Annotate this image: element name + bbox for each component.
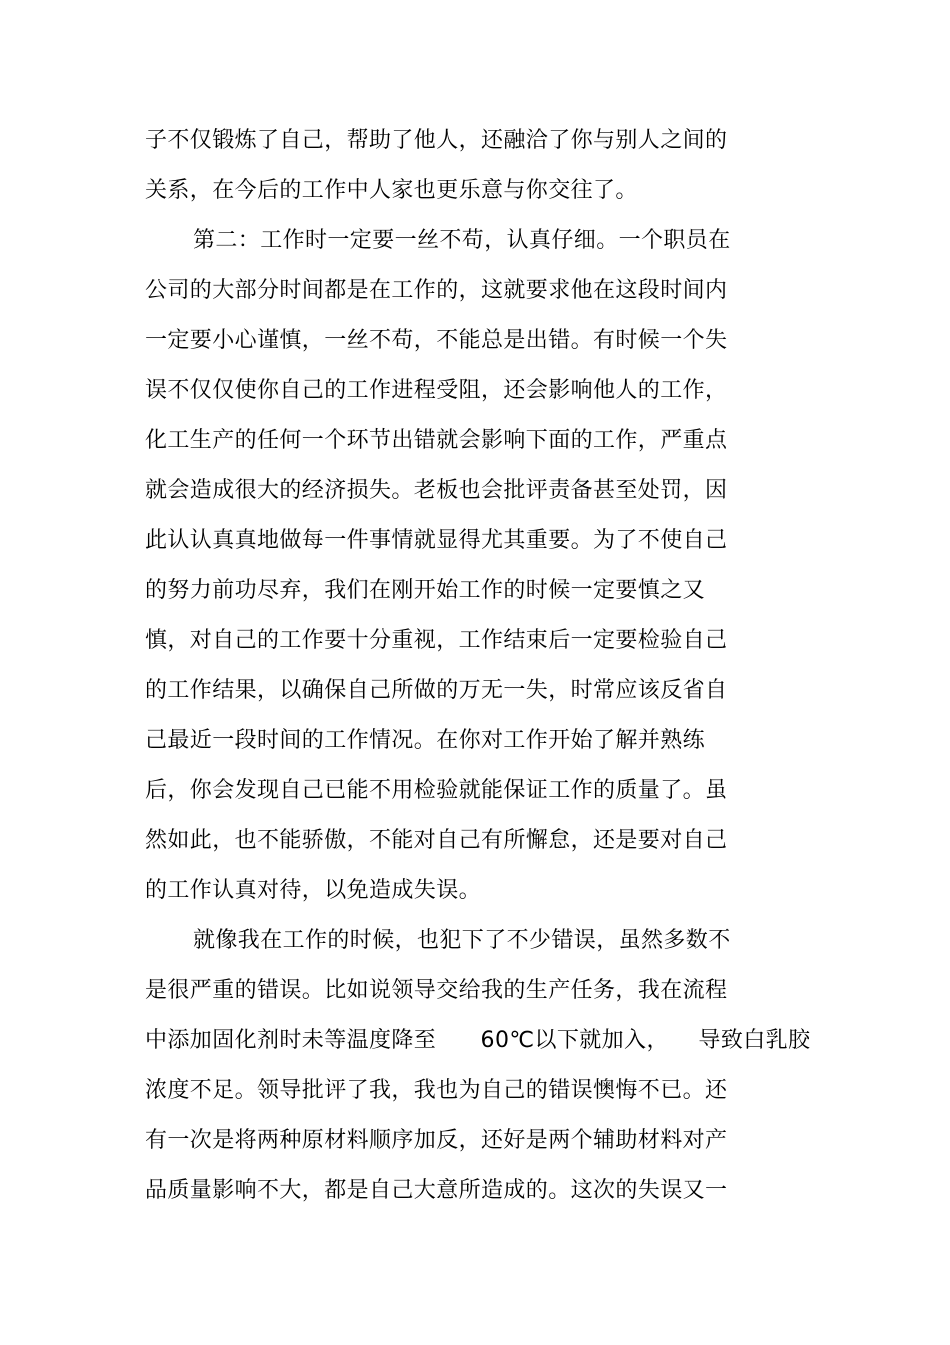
- text-line: 然如此，也不能骄傲，不能对自己有所懈怠，还是要对自己: [145, 828, 728, 853]
- text-line: 关系，在今后的工作中人家也更乐意与你交往了。: [145, 178, 638, 203]
- text-line: 的努力前功尽弃，我们在刚开始工作的时候一定要慎之又: [145, 578, 706, 603]
- text-line: 慎，对自己的工作要十分重视，工作结束后一定要检验自己: [145, 628, 728, 653]
- paragraph-start-line: 就像我在工作的时候，也犯下了不少错误，虽然多数不: [193, 928, 731, 953]
- text-line: 公司的大部分时间都是在工作的，这就要求他在这段时间内: [145, 278, 728, 303]
- text-line: 就会造成很大的经济损失。老板也会批评责备甚至处罚，因: [145, 478, 728, 503]
- text-line: 误不仅仅使你自己的工作进程受阻，还会影响他人的工作，: [145, 378, 728, 403]
- paragraph-start-line: 第二：工作时一定要一丝不苟，认真仔细。一个职员在: [193, 228, 731, 253]
- text-line: 子不仅锻炼了自己，帮助了他人，还融洽了你与别人之间的: [145, 128, 728, 153]
- text-line: 浓度不足。领导批评了我，我也为自己的错误懊悔不已。还: [145, 1078, 728, 1103]
- text-line: 后，你会发现自己已能不用检验就能保证工作的质量了。虽: [145, 778, 728, 803]
- text-line: 一定要小心谨慎，一丝不苟，不能总是出错。有时候一个失: [145, 328, 728, 353]
- text-line: 的工作结果，以确保自己所做的万无一失，时常应该反省自: [145, 678, 728, 703]
- text-line: 品质量影响不大，都是自己大意所造成的。这次的失误又一: [145, 1178, 728, 1203]
- text-line: 是很严重的错误。比如说领导交给我的生产任务，我在流程: [145, 978, 728, 1003]
- text-line: 化工生产的任何一个环节出错就会影响下面的工作，严重点: [145, 428, 728, 453]
- text-line: 中添加固化剂时未等温度降至 60℃以下就加入， 导致白乳胶: [145, 1028, 811, 1053]
- text-line: 的工作认真对待，以免造成失误。: [145, 878, 482, 903]
- text-line: 己最近一段时间的工作情况。在你对工作开始了解并熟练: [145, 728, 706, 753]
- text-line: 此认认真真地做每一件事情就显得尤其重要。为了不使自己: [145, 528, 728, 553]
- text-line: 有一次是将两种原材料顺序加反，还好是两个辅助材料对产: [145, 1128, 728, 1153]
